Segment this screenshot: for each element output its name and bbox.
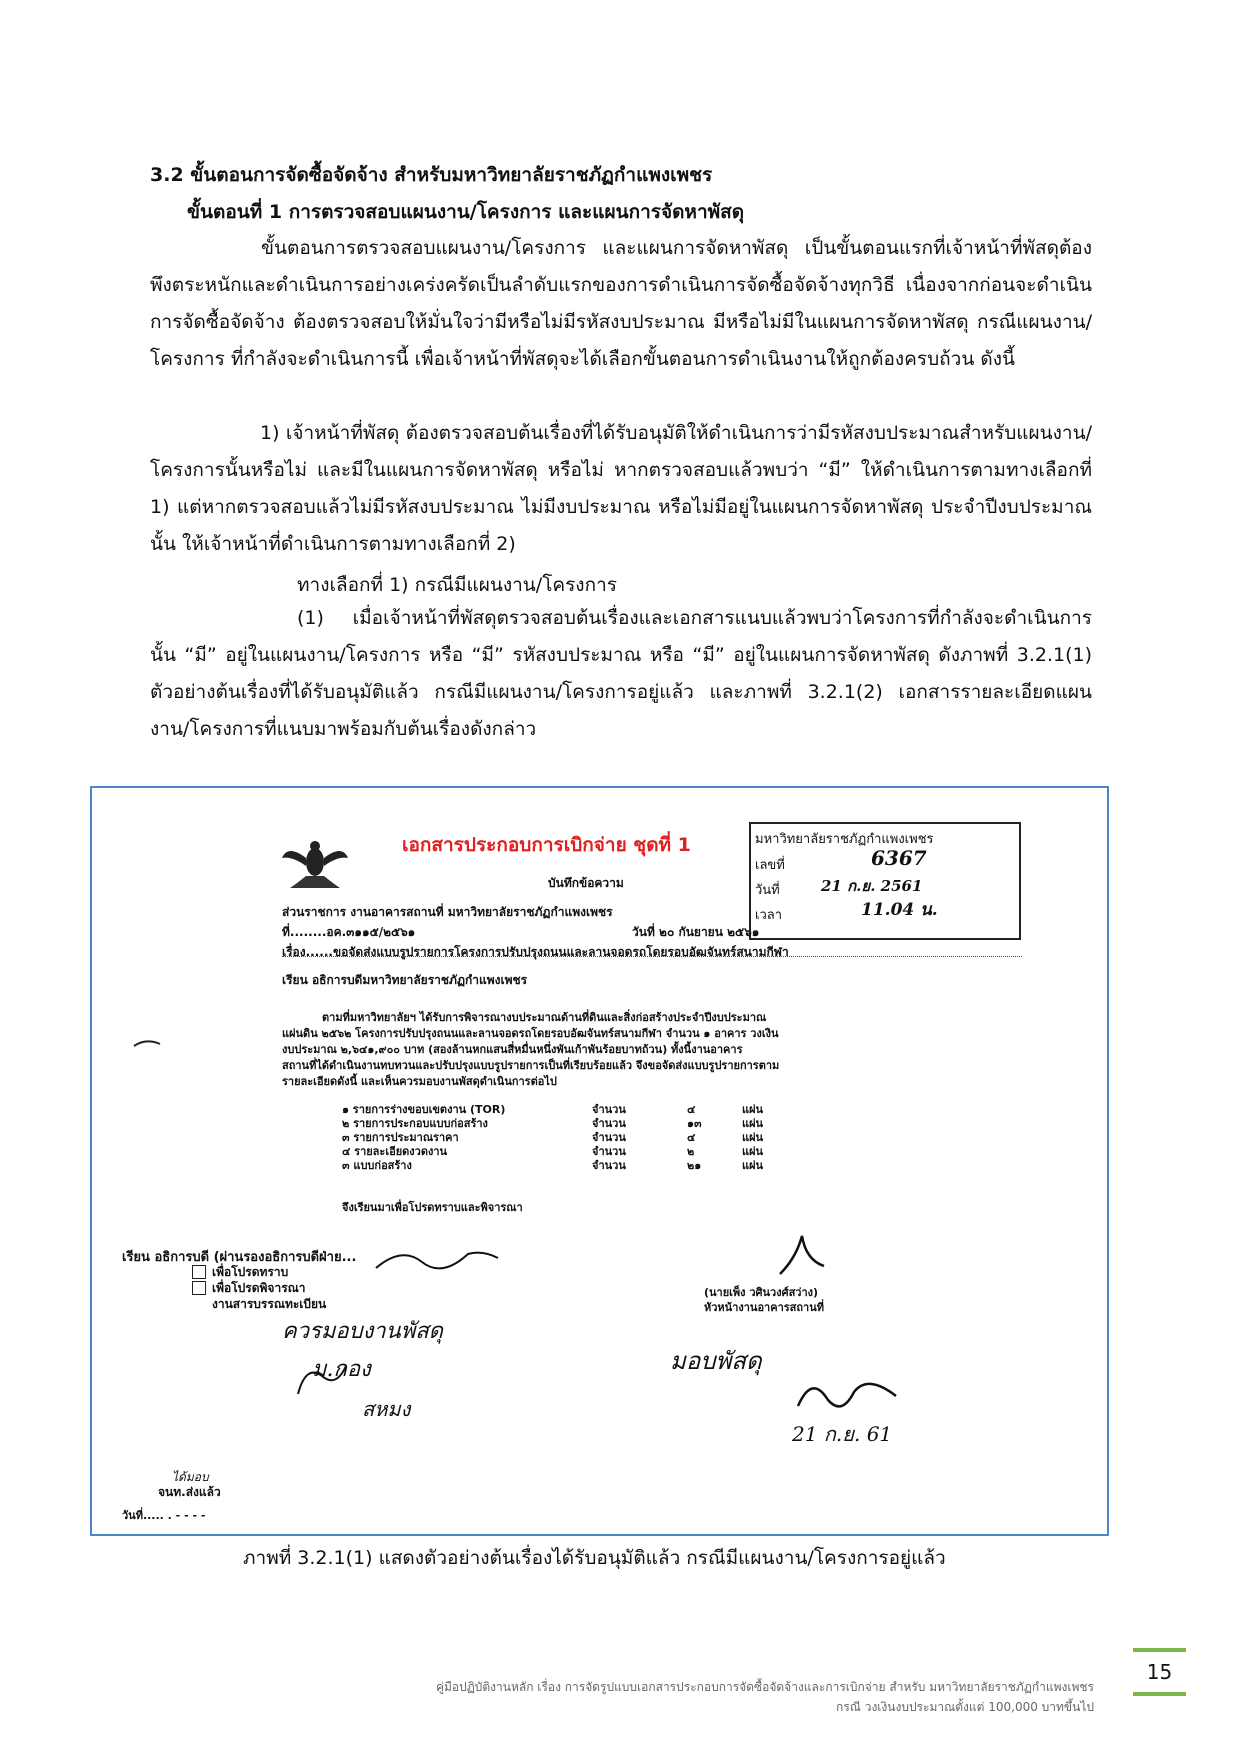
memo-body-line: งบประมาณ ๒,๖๔๑,๙๐๐ บาท (สองล้านหกแสนสี่หมื่นหนึ่งพันเก้าพันร้อยบาทถ้วน) ทั้งนี้งานอาคาร xyxy=(282,1043,743,1056)
memo-body-line: แผ่นดิน ๒๕๖๒ โครงการปรับปรุงถนนและลานจอดรถโดยรอบอัฒจันทร์สนามกีฬา จำนวน ๑ อาคาร วงเงิน xyxy=(282,1027,779,1040)
option1-heading: ทางเลือกที่ 1) กรณีมีแผนงาน/โครงการ xyxy=(297,574,617,596)
footer-line-2: กรณี วงเงินงบประมาณตั้งแต่ 100,000 บาทขึ้นไป xyxy=(836,1700,1094,1714)
routing-checkbox xyxy=(192,1281,206,1295)
attachment-qty: ๑๓ xyxy=(687,1117,702,1130)
attachment-unit: แผ่น xyxy=(742,1159,764,1172)
garuda-emblem-icon xyxy=(280,836,350,892)
step-heading: ขั้นตอนที่ 1 การตรวจสอบแผนงาน/โครงการ และแผนการจัดหาพัสดุ xyxy=(187,201,745,223)
attachment-item: ๒ รายการประกอบแบบก่อสร้าง xyxy=(342,1117,488,1130)
attachment-item: ๓ แบบก่อสร้าง xyxy=(342,1159,412,1172)
receipt-time-label: เวลา xyxy=(755,908,783,923)
attachment-qty: ๒๑ xyxy=(687,1159,702,1172)
attachment-qty: ๒ xyxy=(687,1145,695,1158)
attachment-unit: แผ่น xyxy=(742,1131,764,1144)
attachment-qty-label: จำนวน xyxy=(592,1131,626,1144)
attachment-qty: ๔ xyxy=(687,1103,696,1116)
memo-ref-line: ที่........อค.๓๑๑๕/๒๕๖๑ xyxy=(282,925,416,939)
signature-icon xyxy=(372,1244,502,1274)
section-heading: 3.2 ขั้นตอนการจัดซื้อจัดจ้าง สำหรับมหาวิทยาลัยราชภัฏกำแพงเพชร xyxy=(150,164,713,186)
memo-dept-line: ส่วนราชการ งานอาคารสถานที่ มหาวิทยาลัยราชภัฏกำแพงเพชร xyxy=(282,905,613,919)
page-number: 15 xyxy=(1146,1660,1173,1684)
item1-paragraph: 1) เจ้าหน้าที่พัสดุ ต้องตรวจสอบต้นเรื่องที่ได้รับอนุมัติให้ดำเนินการว่ามีรหัสงบประมาณสำหรับแผนงาน/โครงการนั้นหรือไม่ และมีในแผนการจัดหาพัสดุ หรือไม่ หากตรวจสอบแล้วพบว่า “มี” ให้ดำเนินการตามทางเลือกที่ 1) แต่หากตรวจสอบแล้วไม่มีรหัสงบประมาณ ไม่มีงบประมาณ หรือไม่มีอยู่ในแผนการจัดหาพัสดุ ประจำปีงบประมาณนั้น ให้เจ้าหน้าที่ดำเนินการตามทางเลือกที่ 2) xyxy=(150,422,1092,555)
memo-body-line: ตามที่มหาวิทยาลัยฯ ได้รับการพิจารณางบประมาณด้านที่ดินและสิ่งก่อสร้างประจำปีงบประมาณ xyxy=(322,1011,767,1024)
attachment-qty-label: จำนวน xyxy=(592,1159,626,1172)
sub1-paragraph: (1) เมื่อเจ้าหน้าที่พัสดุตรวจสอบต้นเรื่องและเอกสารแนบแล้วพบว่าโครงการที่กำลังจะดำเนินการนั้น “มี” อยู่ในแผนงาน/โครงการ หรือ “มี” รหัสงบประมาณ หรือ “มี” อยู่ในแผนการจัดหาพัสดุ ดังภาพที่ 3.2.1(1) ตัวอย่างต้นเรื่องที่ได้รับอนุมัติแล้ว กรณีมีแผนงาน/โครงการอยู่แล้ว และภาพที่ 3.2.1(2) เอกสารรายละเอียดแผนงาน/โครงการที่แนบมาพร้อมกับต้นเรื่องดังกล่าว xyxy=(150,607,1092,740)
receipt-org: มหาวิทยาลัยราชภัฏกำแพงเพชร xyxy=(755,832,934,847)
attachment-unit: แผ่น xyxy=(742,1117,764,1130)
attachment-item: ๓ รายการประมาณราคา xyxy=(342,1131,459,1144)
bottom-label: ได้มอบ xyxy=(172,1470,209,1484)
handwriting-note: ม.กอง xyxy=(312,1357,371,1382)
memo-registry-line: งานสารบรรณทะเบียน xyxy=(212,1297,327,1311)
routing-checkbox xyxy=(192,1265,206,1279)
routing-option: เพื่อโปรดทราบ xyxy=(212,1265,289,1279)
memo-divider xyxy=(282,956,1022,957)
attachment-unit: แผ่น xyxy=(742,1145,764,1158)
receipt-date-value: 21 ก.ย. 2561 xyxy=(821,877,923,895)
intro-paragraph: ขั้นตอนการตรวจสอบแผนงาน/โครงการ และแผนการจัดหาพัสดุ เป็นขั้นตอนแรกที่เจ้าหน้าที่พัสดุต้องพึงตระหนักและดำเนินการอย่างเคร่งครัดเป็นลำดับแรกของการดำเนินการจัดซื้อจัดจ้างทุกวิธี เนื่องจากก่อนจะดำเนินการจัดซื้อจัดจ้าง ต้องตรวจสอบให้มั่นใจว่ามีหรือไม่มีรหัสงบประมาณ มีหรือไม่มีในแผนการจัดหาพัสดุ กรณีแผนงาน/โครงการ ที่กำลังจะดำเนินการนี้ เพื่อเจ้าหน้าที่พัสดุจะได้เลือกขั้นตอนการดำเนินงานให้ถูกต้องครบถ้วน ดังนี้ xyxy=(150,237,1092,370)
attachment-qty: ๔ xyxy=(687,1131,696,1144)
memo-routing-line: เรียน อธิการบดี (ผ่านรองอธิการบดีฝ่าย... xyxy=(122,1250,357,1265)
handwriting-note: สหมง xyxy=(362,1397,411,1421)
memo-label: บันทึกข้อความ xyxy=(548,876,624,890)
memo-date-line: วันที่ ๒๐ กันยายน ๒๕๖๑ xyxy=(632,925,760,939)
receipt-no-value: 6367 xyxy=(871,846,927,870)
memo-to-line: เรียน อธิการบดีมหาวิทยาลัยราชภัฏกำแพงเพชร xyxy=(282,973,528,987)
figure-caption: ภาพที่ 3.2.1(1) แสดงตัวอย่างต้นเรื่องได้รับอนุมัติแล้ว กรณีมีแผนงาน/โครงการอยู่แล้ว xyxy=(243,1547,946,1569)
attachment-qty-label: จำนวน xyxy=(592,1103,626,1116)
memo-subject-line: เรื่อง......ขอจัดส่งแบบรูปรายการโครงการปรับปรุงถนนและลานจอดรถโดยรอบอัฒจันทร์สนามกีฬา xyxy=(282,945,789,959)
page-number-bar-bottom xyxy=(1133,1692,1186,1696)
routing-option: เพื่อโปรดพิจารณา xyxy=(212,1281,306,1295)
signature-icon xyxy=(772,1230,832,1280)
receipt-stamp-box xyxy=(749,822,1021,940)
memo-closing: จึงเรียนมาเพื่อโปรดทราบและพิจารณา xyxy=(342,1201,523,1214)
page-number-box xyxy=(1133,1648,1186,1696)
attachment-unit: แผ่น xyxy=(742,1103,764,1116)
handwriting-date: 21 ก.ย. 61 xyxy=(792,1422,893,1446)
bottom-date: วันที่..... . - - - - xyxy=(122,1509,206,1522)
scan-mark-icon xyxy=(132,1038,162,1048)
attachment-qty-label: จำนวน xyxy=(592,1117,626,1130)
memo-figure xyxy=(90,786,1109,1536)
attachment-item: ๔ รายละเอียดงวดงาน xyxy=(342,1145,448,1158)
handwriting-note-right: มอบพัสดุ xyxy=(670,1347,762,1375)
signer-title: หัวหน้างานอาคารสถานที่ xyxy=(704,1301,824,1314)
memo-stamp-title: เอกสารประกอบการเบิกจ่าย ชุดที่ 1 xyxy=(402,834,691,856)
memo-body-line: รายละเอียดดังนี้ และเห็นควรมอบงานพัสดุดำเนินการต่อไป xyxy=(282,1075,557,1088)
signature-icon xyxy=(792,1370,902,1420)
memo-body-line: สถานที่ได้ดำเนินงานทบทวนและปรับปรุงแบบรูปรายการเป็นที่เรียบร้อยแล้ว จึงขอจัดส่งแบบรูปรายการตาม xyxy=(282,1059,780,1072)
attachment-item: ๑ รายการร่างขอบเขตงาน (TOR) xyxy=(342,1103,506,1116)
footer-line-1: คู่มือปฏิบัติงานหลัก เรื่อง การจัดรูปแบบเอกสารประกอบการจัดซื้อจัดจ้างและการเบิกจ่าย สำหรับ มหาวิทยาลัยราชภัฏกำแพงเพชร xyxy=(435,1680,1094,1694)
handwriting-note: ควรมอบงานพัสดุ xyxy=(282,1319,443,1344)
signer-name: (นายเพ็ง วศินวงศ์สว่าง) xyxy=(704,1286,819,1299)
attachment-qty-label: จำนวน xyxy=(592,1145,626,1158)
receipt-time-value: 11.04 น. xyxy=(861,900,938,920)
receipt-date-label: วันที่ xyxy=(755,883,780,898)
signature-icon xyxy=(292,1360,352,1400)
receipt-no-label: เลขที่ xyxy=(755,858,785,873)
bottom-sent: จนท.ส่งแล้ว xyxy=(158,1485,221,1499)
